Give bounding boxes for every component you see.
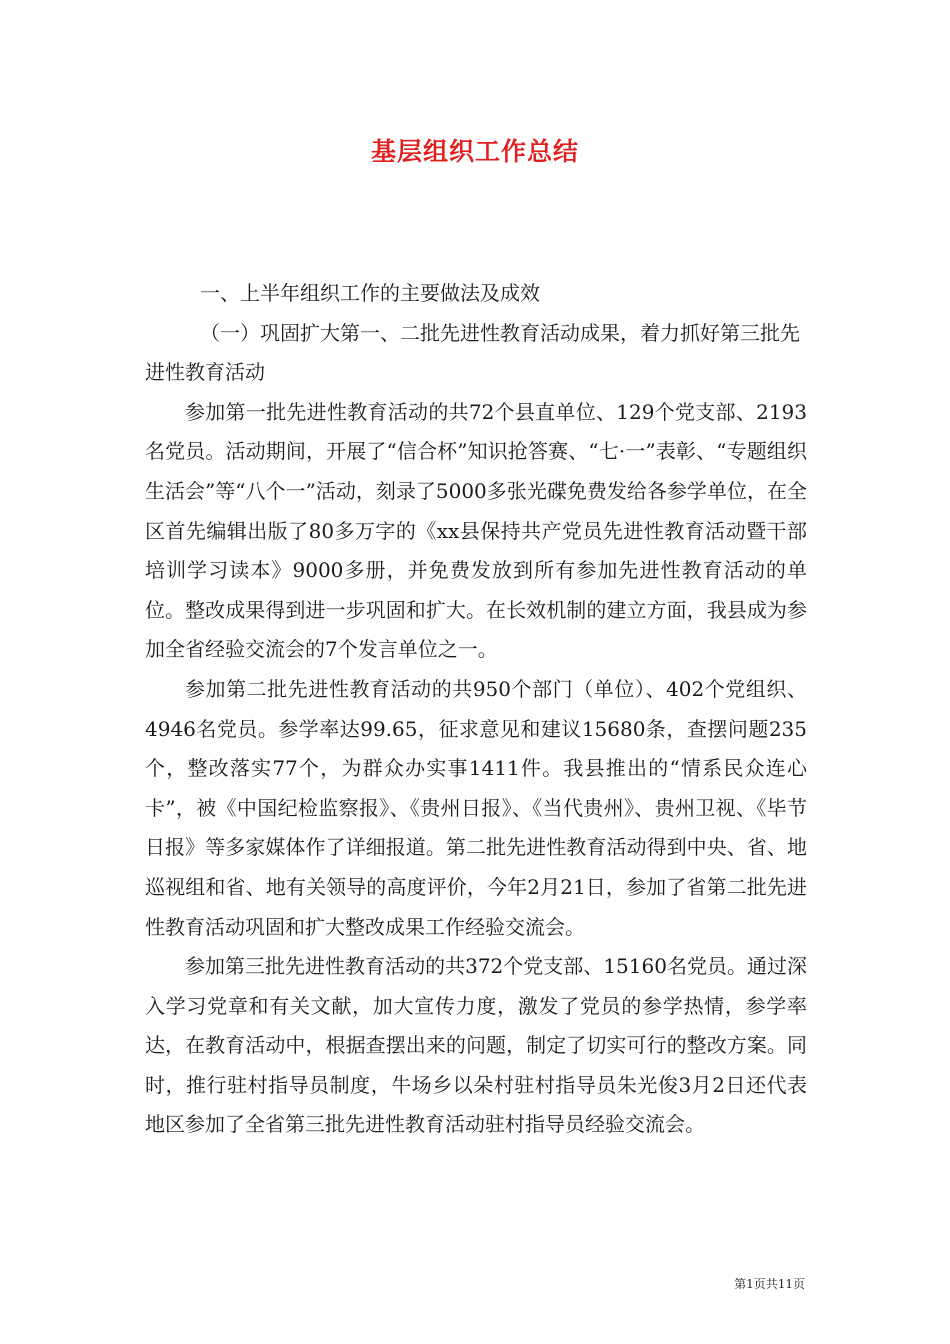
body-paragraph: 参加第一批先进性教育活动的共72个县直单位、129个党支部、2193名党员。活动期间，开展了“信合杯”知识抢答赛、“七·一”表彰、“专题组织生活会”等“八个一”活动，刻录了5000多张光碟免费发给各参学单位，在全区首先编辑出版了80多万字的《xx县保持共产党员先进性教育活动暨干部培训学习读本》9000多册，并免费发放到所有参加先进性教育活动的单位。整改成果得到进一步巩固和扩大。在长效机制的建立方面，我县成为参加全省经验交流会的7个发言单位之一。 bbox=[145, 399, 807, 662]
document-title: 基层组织工作总结 bbox=[370, 137, 579, 166]
body-paragraph: 参加第三批先进性教育活动的共372个党支部、15160名党员。通过深入学习党章和有关文献，加大宣传力度，激发了党员的参学热情，参学率达，在教育活动中，根据查摆出来的问题，制定了切实可行的整改方案。同时，推行驻村指导员制度，牛场乡以朵村驻村指导员朱光俊3月2日还代表地区参加了全省第三批先进性教育活动驻村指导员经验交流会。 bbox=[145, 954, 807, 1137]
body-paragraph: 参加第二批先进性教育活动的共950个部门（单位）、402个党组织、4946名党员。参学率达99.65，征求意见和建议15680条，查摆问题235个，整改落实77个，为群众办实事1411件。我县推出的“情系民众连心卡”，被《中国纪检监察报》、《贵州日报》、《当代贵州》、贵州卫视、《毕节日报》等多家媒体作了详细报道。第二批先进性教育活动得到中央、省、地巡视组和省、地有关领导的高度评价，今年2月21日，参加了省第二批先进性教育活动巩固和扩大整改成果工作经验交流会。 bbox=[145, 676, 807, 939]
section-heading: 一、上半年组织工作的主要做法及成效 bbox=[200, 281, 540, 305]
subsection-heading: （一）巩固扩大第一、二批先进性教育活动成果，着力抓好第三批先进性教育活动 bbox=[145, 320, 800, 385]
document-body bbox=[145, 274, 807, 1145]
page-number: 第1页共11页 bbox=[734, 1277, 805, 1291]
